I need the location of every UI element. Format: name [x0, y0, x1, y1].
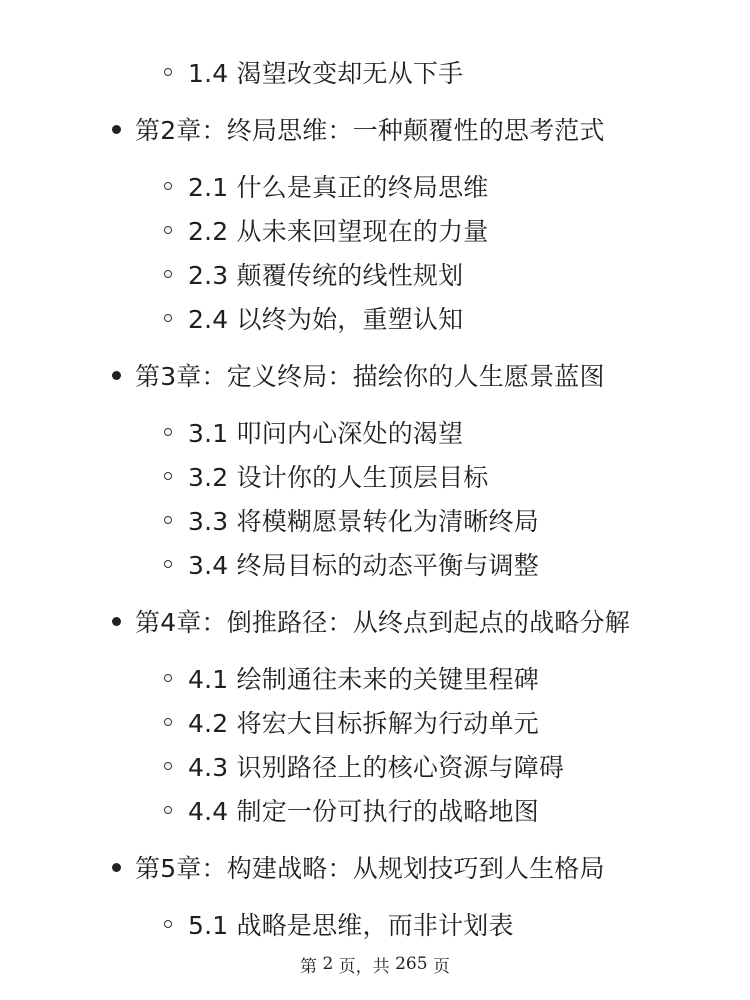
toc-section-item [0, 412, 463, 452]
toc-section-item [0, 790, 539, 830]
toc-section-item [0, 254, 463, 294]
hollow-bullet-icon [164, 226, 172, 234]
toc-item-text: 2.4 以终为始，重塑认知 [188, 305, 464, 334]
toc-section-item [0, 52, 463, 92]
page-footer [0, 951, 750, 977]
hollow-bullet-icon [164, 472, 172, 480]
footer-total-pages: 265 [395, 954, 428, 974]
toc-chapter-item [0, 847, 605, 887]
footer-middle: 页，共 [333, 956, 396, 977]
toc-section-item [0, 210, 489, 250]
hollow-bullet-icon [164, 762, 172, 770]
hollow-bullet-icon [164, 516, 172, 524]
filled-bullet-icon [112, 125, 121, 134]
hollow-bullet-icon [164, 920, 172, 928]
toc-item-text: 3.2 设计你的人生顶层目标 [188, 463, 489, 492]
hollow-bullet-icon [164, 674, 172, 682]
toc-item-text: 第5章：构建战略：从规划技巧到人生格局 [135, 854, 605, 883]
toc-chapter-item [0, 109, 605, 149]
hollow-bullet-icon [164, 718, 172, 726]
hollow-bullet-icon [164, 428, 172, 436]
hollow-bullet-icon [164, 560, 172, 568]
toc-item-text: 第2章：终局思维：一种颠覆性的思考范式 [135, 116, 605, 145]
hollow-bullet-icon [164, 68, 172, 76]
hollow-bullet-icon [164, 314, 172, 322]
toc-item-text: 3.1 叩问内心深处的渴望 [188, 419, 464, 448]
toc-section-item [0, 166, 489, 206]
toc-chapter-item [0, 355, 605, 395]
toc-chapter-item [0, 601, 630, 641]
toc-item-text: 3.3 将模糊愿景转化为清晰终局 [188, 507, 539, 536]
toc-item-text: 3.4 终局目标的动态平衡与调整 [188, 551, 539, 580]
toc-item-text: 第3章：定义终局：描绘你的人生愿景蓝图 [135, 362, 605, 391]
toc-item-text: 第4章：倒推路径：从终点到起点的战略分解 [135, 608, 630, 637]
toc-item-text: 4.3 识别路径上的核心资源与障碍 [188, 753, 565, 782]
toc-item-text: 5.1 战略是思维，而非计划表 [188, 911, 514, 940]
toc-item-text: 4.1 绘制通往未来的关键里程碑 [188, 665, 539, 694]
toc-section-item [0, 702, 539, 742]
toc-section-item [0, 544, 539, 584]
hollow-bullet-icon [164, 182, 172, 190]
toc-section-item [0, 658, 539, 698]
footer-page-number: 2 [322, 954, 334, 974]
toc-item-text: 2.3 颠覆传统的线性规划 [188, 261, 464, 290]
hollow-bullet-icon [164, 270, 172, 278]
toc-section-item [0, 500, 539, 540]
toc-section-item [0, 456, 489, 496]
toc-section-item [0, 746, 564, 786]
toc-item-text: 4.4 制定一份可执行的战略地图 [188, 797, 539, 826]
footer-prefix: 第 [300, 956, 323, 977]
footer-suffix: 页 [427, 956, 450, 977]
filled-bullet-icon [112, 617, 121, 626]
toc-item-text: 1.4 渴望改变却无从下手 [188, 59, 464, 88]
toc-section-item [0, 298, 463, 338]
toc-item-text: 4.2 将宏大目标拆解为行动单元 [188, 709, 539, 738]
filled-bullet-icon [112, 371, 121, 380]
filled-bullet-icon [112, 863, 121, 872]
toc-item-text: 2.1 什么是真正的终局思维 [188, 173, 489, 202]
hollow-bullet-icon [164, 806, 172, 814]
toc-item-text: 2.2 从未来回望现在的力量 [188, 217, 489, 246]
toc-section-item [0, 904, 514, 944]
